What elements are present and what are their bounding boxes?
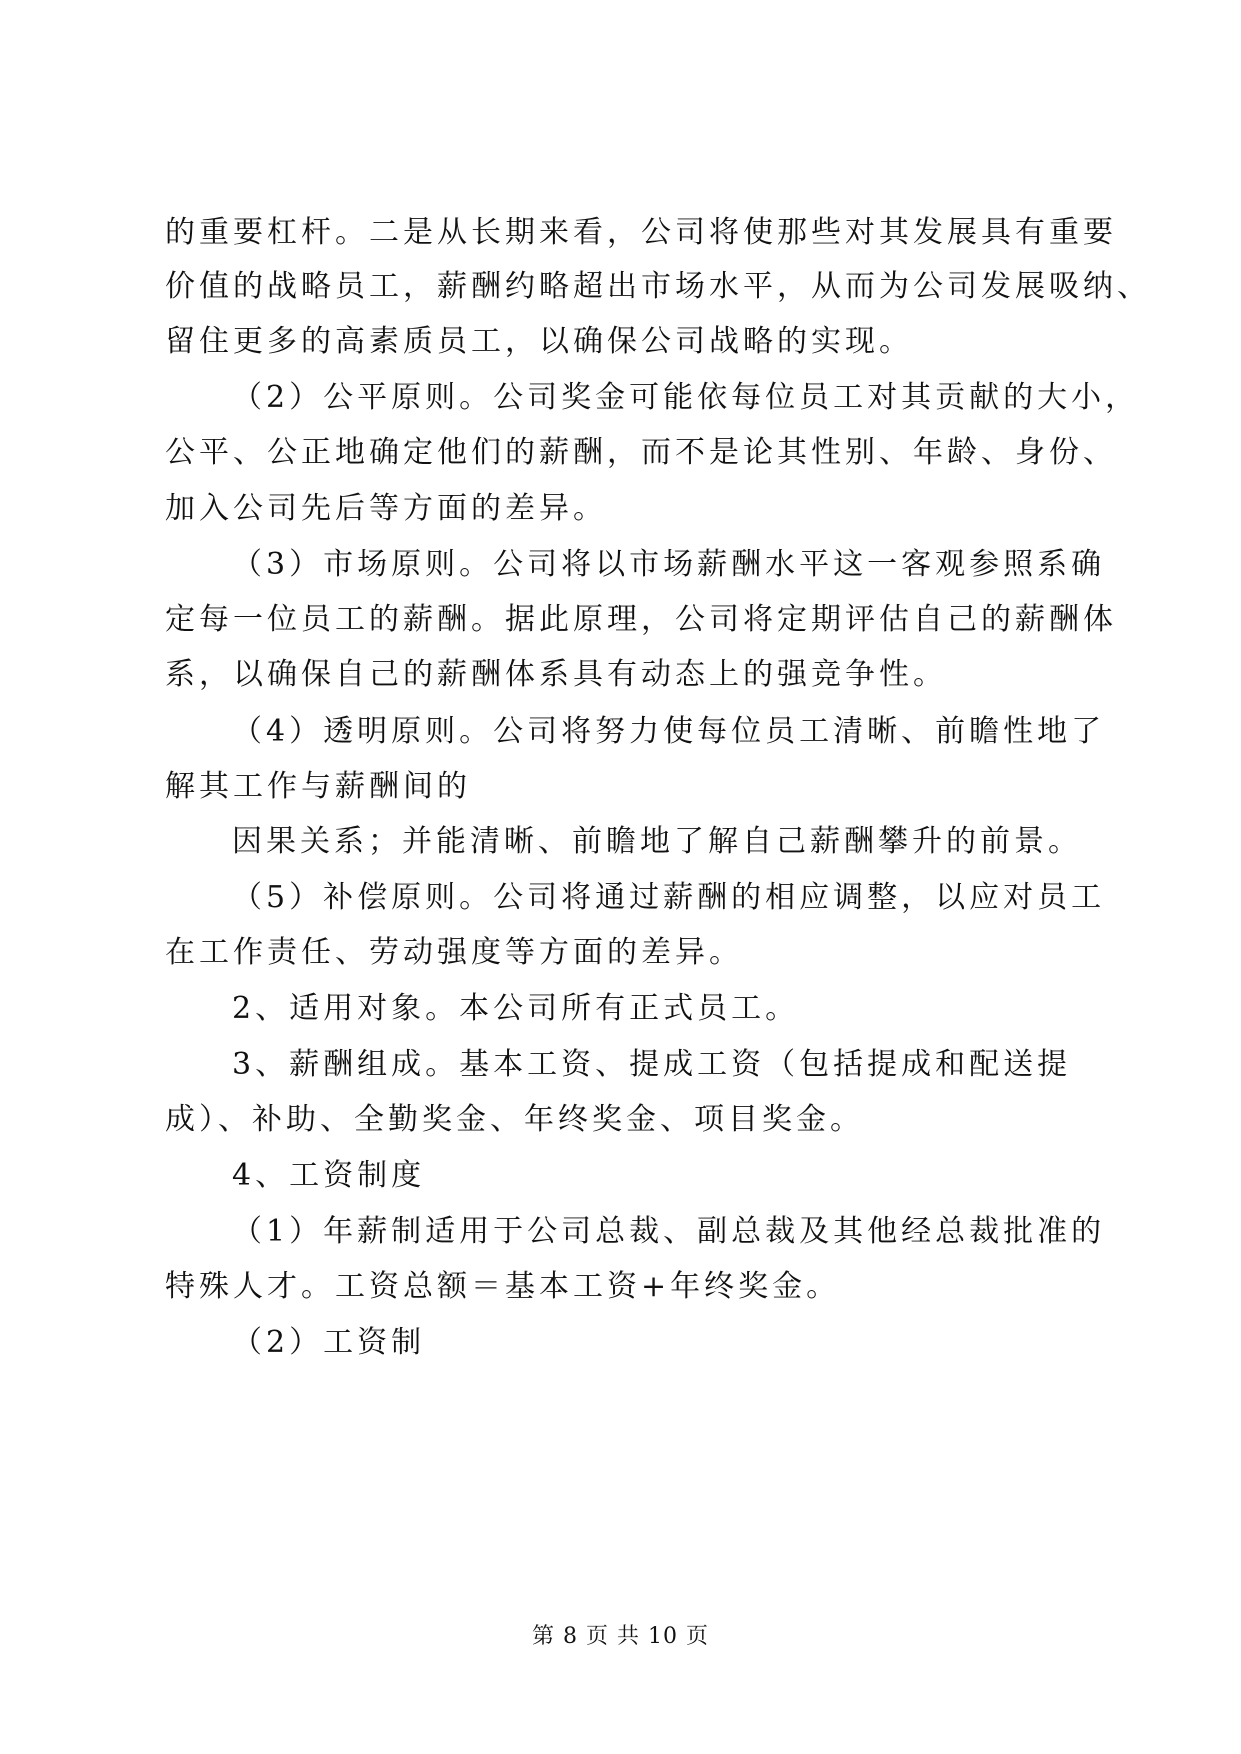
text-line: （2）公平原则。公司奖金可能依每位员工对其贡献的大小， — [232, 380, 1140, 415]
text-line: 公平、公正地确定他们的薪酬，而不是论其性别、年龄、身份、 — [165, 435, 1117, 470]
text-line: 特殊人才。工资总额＝基本工资+年终奖金。 — [165, 1269, 841, 1304]
text-line: （3）市场原则。公司将以市场薪酬水平这一客观参照系确 — [232, 547, 1106, 582]
text-line: （5）补偿原则。公司将通过薪酬的相应调整，以应对员工 — [232, 880, 1106, 915]
text-line: （1）年薪制适用于公司总裁、副总裁及其他经总裁批准的 — [232, 1214, 1106, 1249]
text-line: 加入公司先后等方面的差异。 — [165, 491, 607, 526]
text-line: 在工作责任、劳动强度等方面的差异。 — [165, 935, 743, 970]
text-line: 系，以确保自己的薪酬体系具有动态上的强竞争性。 — [165, 657, 947, 692]
text-line: 留住更多的高素质员工，以确保公司战略的实现。 — [165, 324, 913, 359]
text-line: 价值的战略员工，薪酬约略超出市场水平，从而为公司发展吸纳、 — [165, 269, 1151, 304]
text-line: 的重要杠杆。二是从长期来看，公司将使那些对其发展具有重要 — [165, 215, 1117, 250]
text-line: 解其工作与薪酬间的 — [165, 769, 471, 804]
text-line: 成）、补助、全勤奖金、年终奖金、项目奖金。 — [165, 1102, 864, 1137]
text-line: 3、薪酬组成。基本工资、提成工资（包括提成和配送提 — [232, 1047, 1072, 1082]
text-line: （4）透明原则。公司将努力使每位员工清晰、前瞻性地了 — [232, 714, 1106, 749]
text-line: （2）工资制 — [232, 1325, 426, 1360]
text-line: 2、适用对象。本公司所有正式员工。 — [232, 991, 800, 1026]
page-number-footer: 第 8 页 共 10 页 — [532, 1624, 709, 1649]
text-line: 因果关系；并能清晰、前瞻地了解自己薪酬攀升的前景。 — [232, 824, 1082, 859]
text-line: 定每一位员工的薪酬。据此原理，公司将定期评估自己的薪酬体 — [165, 602, 1117, 637]
text-line: 4、工资制度 — [232, 1158, 426, 1193]
